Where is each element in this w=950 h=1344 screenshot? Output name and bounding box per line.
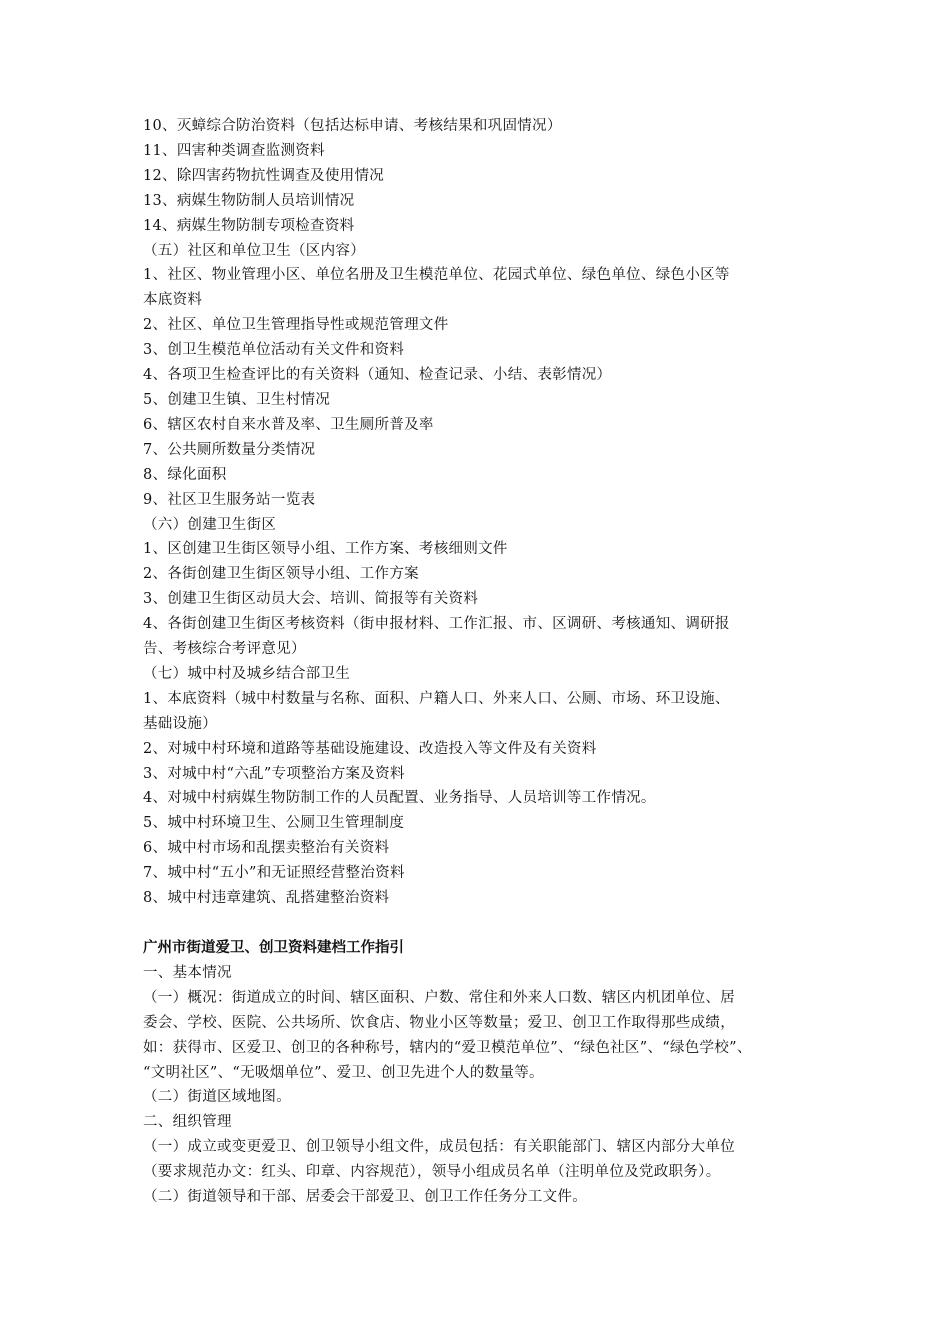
text-line: 1、本底资料（城中村数量与名称、面积、户籍人口、外来人口、公厕、市场、环卫设施、 [143, 690, 730, 707]
text-line: （二）街道区域地图。 [143, 1089, 291, 1106]
text-line: 7、城中村“五小”和无证照经营整治资料 [143, 865, 405, 882]
text-line: 3、对城中村“六乱”专项整治方案及资料 [143, 765, 405, 782]
subsection-title: （六）创建卫生街区 [143, 516, 277, 533]
text-line: “文明社区”、“无吸烟单位”、爱卫、创卫先进个人的数量等。 [143, 1064, 544, 1081]
section-a [143, 114, 823, 911]
text-line: 1、区创建卫生街区领导小组、工作方案、考核细则文件 [143, 541, 508, 558]
text-line: 6、辖区农村自来水普及率、卫生厕所普及率 [143, 416, 434, 433]
section-title: 二、组织管理 [143, 1114, 232, 1131]
text-line: 8、城中村违章建筑、乱搭建整治资料 [143, 890, 390, 907]
text-line: 3、创建卫生街区动员大会、培训、简报等有关资料 [143, 591, 479, 608]
text-line: 4、对城中村病媒生物防制工作的人员配置、业务指导、人员培训等工作情况。 [143, 790, 656, 807]
text-line: 本底资料 [143, 292, 203, 309]
text-line: （要求规范办文：红头、印章、内容规范），领导小组成员名单（注明单位及党政职务）。 [143, 1164, 721, 1181]
text-line: 5、创建卫生镇、卫生村情况 [143, 391, 331, 408]
text-line: 12、除四害药物抗性调查及使用情况 [143, 167, 385, 184]
text-line: 委会、学校、医院、公共场所、饮食店、物业小区等数量；爱卫、创卫工作取得那些成绩， [143, 1014, 735, 1031]
text-line: 4、各街创建卫生街区考核资料（街申报材料、工作汇报、市、区调研、考核通知、调研报 [143, 616, 730, 633]
text-line: 11、四害种类调查监测资料 [143, 142, 325, 159]
section-title: 一、基本情况 [143, 964, 232, 981]
document-page [143, 114, 823, 1210]
text-line: 14、病媒生物防制专项检查资料 [143, 217, 355, 234]
text-line: 2、社区、单位卫生管理指导性或规范管理文件 [143, 317, 449, 334]
text-line: 10、灭蟑综合防治资料（包括达标申请、考核结果和巩固情况） [143, 118, 562, 134]
text-line: 告、考核综合考评意见） [143, 641, 306, 658]
text-line: 3、创卫生模范单位活动有关文件和资料 [143, 342, 405, 359]
text-line: 如：获得市、区爱卫、创卫的各种称号，辖内的“爱卫模范单位”、“绿色社区”、“绿色学校”、 [143, 1039, 752, 1056]
subsection-title: （五）社区和单位卫生（区内容） [143, 242, 365, 259]
text-line: 基础设施） [143, 715, 217, 732]
text-line: 5、城中村环境卫生、公厕卫生管理制度 [143, 815, 405, 832]
text-line: （一）成立或变更爱卫、创卫领导小组文件，成员包括：有关职能部门、辖区内部分大单位 [143, 1139, 735, 1156]
text-line: 9、社区卫生服务站一览表 [143, 491, 316, 508]
document-heading: 广州市街道爱卫、创卫资料建档工作指引 [143, 940, 404, 956]
text-line: 7、公共厕所数量分类情况 [143, 441, 316, 458]
text-line: 2、各街创建卫生街区领导小组、工作方案 [143, 566, 419, 583]
text-line: 1、社区、物业管理小区、单位名册及卫生模范单位、花园式单位、绿色单位、绿色小区等 [143, 267, 730, 284]
text-line: 2、对城中村环境和道路等基础设施建设、改造投入等文件及有关资料 [143, 740, 597, 757]
section-b [143, 961, 823, 1210]
text-line: （二）街道领导和干部、居委会干部爱卫、创卫工作任务分工文件。 [143, 1189, 587, 1206]
text-line: 8、绿化面积 [143, 466, 227, 483]
text-line: 6、城中村市场和乱摆卖整治有关资料 [143, 840, 390, 857]
text-line: （一）概况：街道成立的时间、辖区面积、户数、常住和外来人口数、辖区内机团单位、居 [143, 989, 735, 1006]
text-line: 4、各项卫生检查评比的有关资料（通知、检查记录、小结、表彰情况） [143, 367, 612, 384]
text-line: 13、病媒生物防制人员培训情况 [143, 192, 355, 209]
subsection-title: （七）城中村及城乡结合部卫生 [143, 665, 351, 682]
